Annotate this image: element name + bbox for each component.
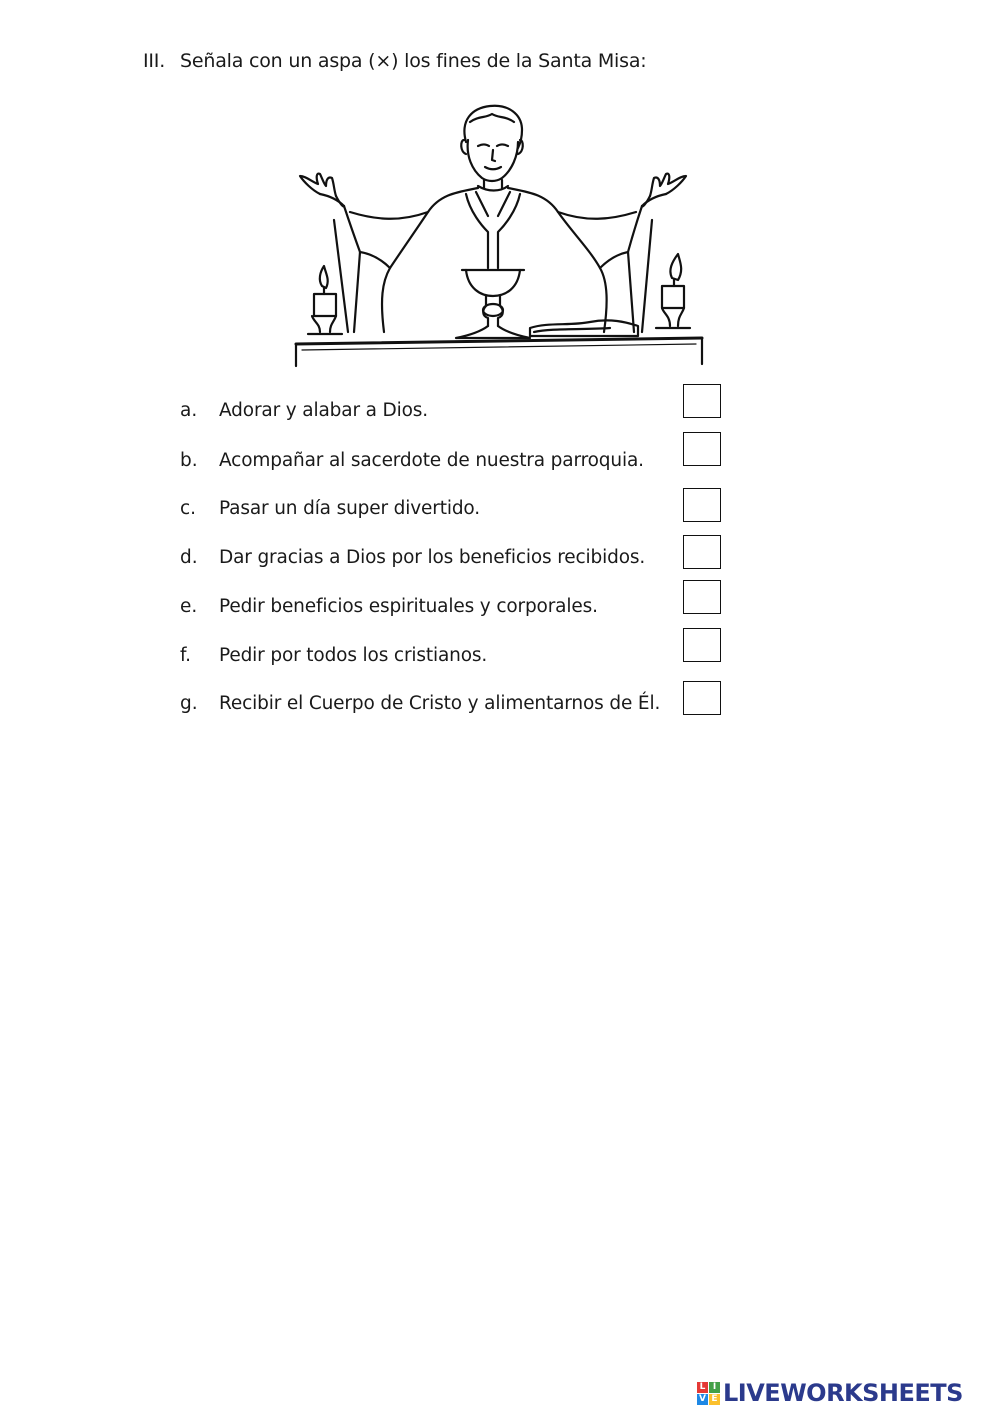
option-text-e: Pedir beneficios espirituales y corporales. bbox=[219, 596, 598, 617]
option-letter-g: g. bbox=[180, 693, 198, 714]
logo-text: LIVEWORKSHEETS bbox=[723, 1379, 963, 1407]
exercise-number: III. bbox=[143, 50, 166, 72]
option-text-d: Dar gracias a Dios por los beneficios recibidos. bbox=[219, 547, 646, 568]
logo-grid-icon bbox=[697, 1382, 720, 1405]
checkbox-d[interactable] bbox=[683, 535, 721, 569]
logo-letter: I bbox=[709, 1382, 720, 1393]
checkbox-g[interactable] bbox=[683, 681, 721, 715]
checkbox-c[interactable] bbox=[683, 488, 721, 522]
option-text-a: Adorar y alabar a Dios. bbox=[219, 400, 429, 421]
option-letter-a: a. bbox=[180, 400, 198, 421]
checkbox-e[interactable] bbox=[683, 580, 721, 614]
liveworksheets-logo bbox=[697, 1378, 963, 1408]
option-letter-c: c. bbox=[180, 498, 197, 519]
logo-letter: L bbox=[697, 1382, 708, 1393]
exercise-instruction: Señala con un aspa (×) los fines de la Santa Misa: bbox=[180, 50, 647, 72]
checkbox-a[interactable] bbox=[683, 384, 721, 418]
option-text-c: Pasar un día super divertido. bbox=[219, 498, 481, 519]
option-letter-f: f. bbox=[180, 645, 192, 666]
option-text-b: Acompañar al sacerdote de nuestra parroquia. bbox=[219, 450, 644, 471]
option-text-g: Recibir el Cuerpo de Cristo y alimentarnos de Él. bbox=[219, 693, 661, 714]
option-letter-b: b. bbox=[180, 450, 198, 471]
checkbox-b[interactable] bbox=[683, 432, 721, 466]
logo-letter: V bbox=[697, 1394, 708, 1405]
checkbox-f[interactable] bbox=[683, 628, 721, 662]
option-letter-e: e. bbox=[180, 596, 198, 617]
logo-letter: E bbox=[709, 1394, 720, 1405]
option-text-f: Pedir por todos los cristianos. bbox=[219, 645, 488, 666]
option-letter-d: d. bbox=[180, 547, 198, 568]
